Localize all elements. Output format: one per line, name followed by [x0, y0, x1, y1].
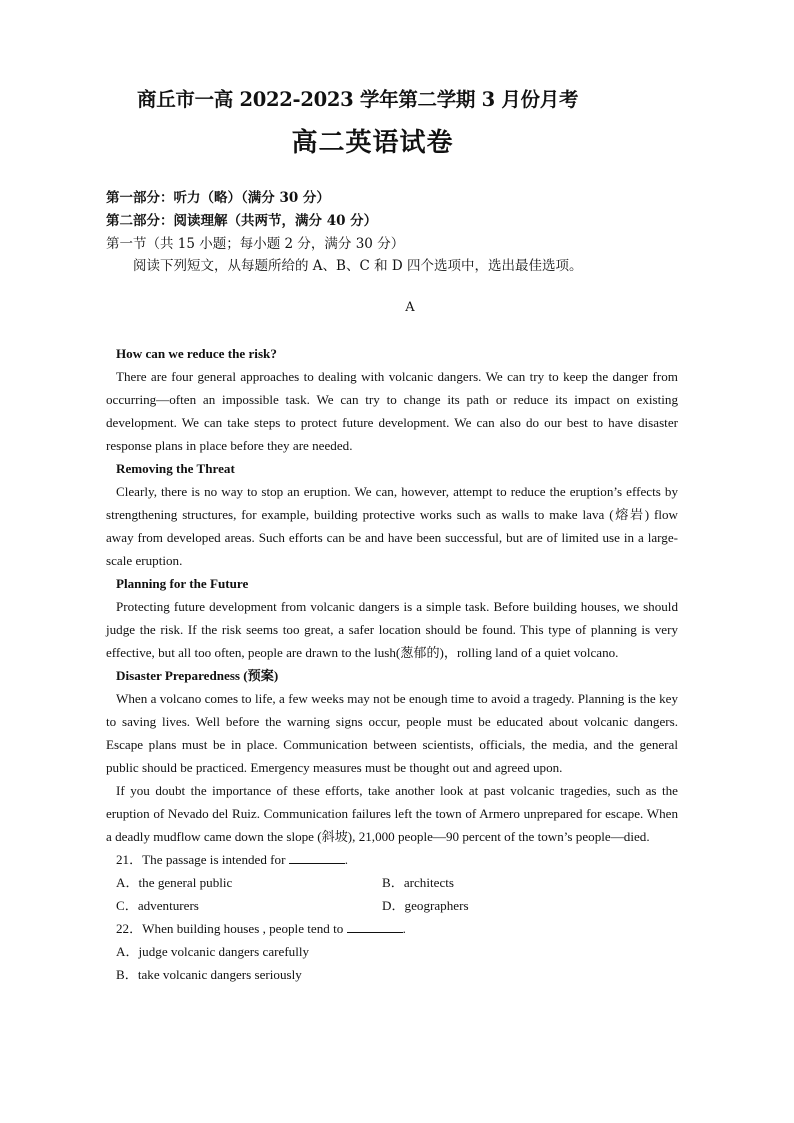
option-a: A．judge volcanic dangers carefully [116, 944, 310, 959]
question-22-option-a-row [106, 940, 678, 963]
option-b: B．architects [382, 875, 454, 890]
passage-heading: Removing the Threat [116, 461, 235, 476]
section1-heading: 第一节（共 15 小题；每小题 2 分，满分 30 分） [106, 236, 405, 252]
part1-heading: 第一部分：听力（略）（满分 30 分） [106, 190, 330, 206]
passage-paragraph: Clearly, there is no way to stop an eruption. We can, however, attempt to reduce the eruption’s effects by strengthening structures, for example, building protective works such as walls to make lava (熔岩) flow away from developed areas. Such efforts can be and have been successful, but are of limited use in a large-scale eruption. [106, 484, 678, 568]
question-22-option-b-row [106, 963, 678, 986]
passage-paragraph: Protecting future development from volcanic dangers is a simple task. Before building houses, we should judge the risk. If the risk seems too great, a safer location should be found. This type of planning is very effective, but all too often, people are drawn to the lush(葱郁的)，rolling land of a quiet volcano. [106, 599, 678, 660]
option-b: B．take volcanic dangers seriously [116, 967, 302, 982]
question-stem: 22．When building houses , people tend to [116, 921, 344, 936]
option-c: C．adventurers [116, 898, 199, 913]
exam-title: 商丘市一高 2022-2023 学年第二学期 3 月份月考 [137, 88, 579, 111]
option-d: D．geographers [382, 898, 469, 913]
passage-heading: Disaster Preparedness (预案) [116, 668, 279, 683]
reading-passage [106, 342, 678, 986]
answer-blank [289, 851, 345, 864]
passage-heading: Planning for the Future [116, 576, 249, 591]
question-end: . [344, 852, 349, 867]
question-21-options-row1 [106, 871, 678, 894]
passage-paragraph: If you doubt the importance of these efforts, take another look at past volcanic tragedies, such as the eruption of Nevado del Ruiz. Communication failures left the town of Armero unprepared for escape. When a deadly mudflow came down the slope (斜坡), 21,000 people—90 percent of the town’s people—died. [106, 783, 678, 844]
passage-heading: How can we reduce the risk? [116, 346, 277, 361]
option-a: A．the general public [116, 875, 233, 890]
question-end: . [402, 921, 406, 936]
question-21-options-row2 [106, 894, 678, 917]
part2-heading: 第二部分：阅读理解（共两节，满分 40 分） [106, 213, 378, 229]
question-21 [106, 848, 678, 871]
answer-blank [347, 920, 403, 933]
passage-paragraph: There are four general approaches to dealing with volcanic dangers. We can try to keep the danger from occurring—often an impossible task. We can try to change its path or reduce its impact on existing development. We can take steps to protect future development. We can also do our best to have disaster response plans in place before they are needed. [106, 369, 678, 453]
exam-subtitle: 高二英语试卷 [291, 128, 454, 158]
question-22 [106, 917, 678, 940]
instruction-text: 阅读下列短文，从每题所给的 A、B、C 和 D 四个选项中，选出最佳选项。 [133, 258, 583, 274]
passage-letter: A [405, 300, 415, 315]
passage-paragraph: When a volcano comes to life, a few weeks may not be enough time to avoid a tragedy. Planning is the key to saving lives. Well before the warning signs occur, people must be educated about volcanic dangers. Escape plans must be in place. Communication between scientists, officials, the media, and the general public should be practiced. Emergency measures must be thought out and agreed upon. [106, 691, 678, 775]
question-stem: 21．The passage is intended for [116, 852, 286, 867]
